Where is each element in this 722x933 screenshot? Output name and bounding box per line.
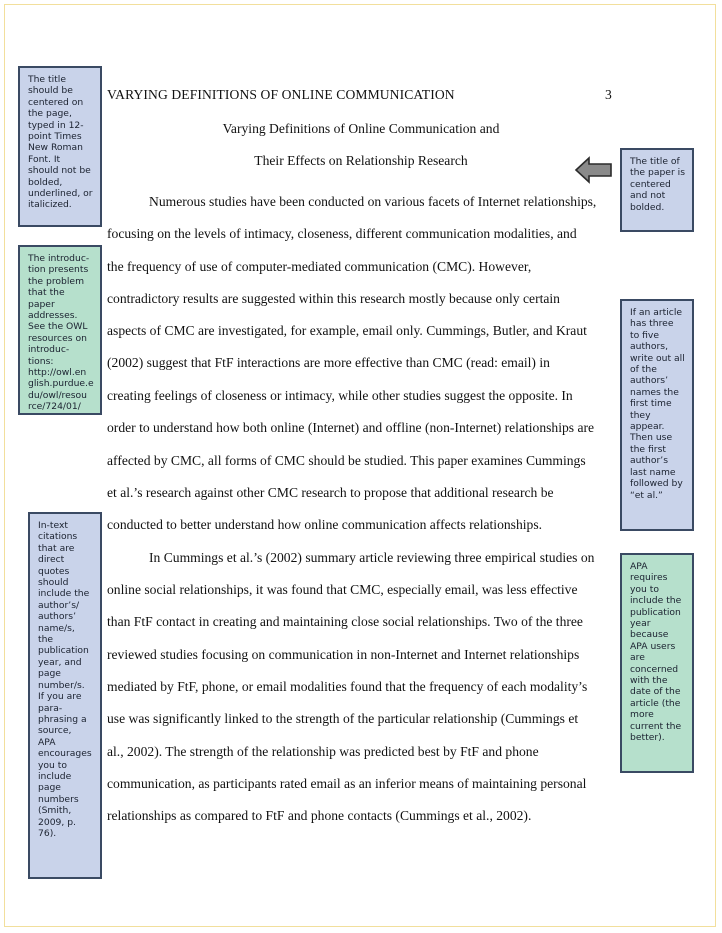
body-line: conducted to better understand how online communication affects relationships. xyxy=(107,517,543,532)
paper-title-line-1: Varying Definitions of Online Communication and xyxy=(222,121,500,136)
page-number: 3 xyxy=(605,87,612,102)
note-title-centered: The title of the paper is centered and not bolded. xyxy=(620,148,694,232)
body-line: affected by CMC, all forms of CMC should be studied. This paper examines Cummings xyxy=(107,453,586,468)
paper-title-line-2: Their Effects on Relationship Research xyxy=(254,153,468,168)
body-line: the frequency of use of computer-mediated communication (CMC). However, xyxy=(107,259,532,274)
body-line: creating feelings of closeness or intimacy, while other studies suggest the opposite. In xyxy=(107,388,573,403)
note-introduction: The introduc- tion presents the problem that the paper addresses. See the OWL resources on introduc- tions: http://owl.en glish.purdue.e du/owl/resou rce/724/01/ xyxy=(18,245,102,415)
body-line: use was significantly linked to the strength of the particular relationship (Cummings et xyxy=(107,711,579,726)
body-line: (2002) suggest that FtF interactions are more effective than CMC (read: email) in xyxy=(107,355,550,370)
body-line: reviewed studies focusing on communication in non-Internet and Internet relationships xyxy=(107,647,580,662)
note-et-al: If an article has three to five authors, write out all of the authors’ names the first time they appear. Then use the first author’s last name followed by “et al.” xyxy=(620,299,694,531)
body-line: order to understand how both online (Internet) and offline (non-Internet) relationships are xyxy=(107,420,595,435)
body-line: contradictory results are suggested within this research mostly because only certain xyxy=(107,291,560,306)
body-line: focusing on the levels of intimacy, closeness, different communication modalities, and xyxy=(107,226,577,241)
body-line: relationships as compared to FtF and phone contacts (Cummings et al., 2002). xyxy=(107,808,532,823)
note-in-text-citations: In-text citations that are direct quotes should include the author’s/ authors’ name/s, the publication year, and page number/s. If you are para- phrasing a source, APA encourages you to include page numbers (Smith, 2009, p. 76). xyxy=(28,512,102,879)
body-line: mediated by FtF, phone, or email modalities found that the frequency of each modality’s xyxy=(107,679,588,694)
note-title-format: The title should be centered on the page, typed in 12- point Times New Roman Font. It should not be bolded, underlined, or italicized. xyxy=(18,66,102,227)
body-line: online social relationships, it was found that CMC, especially email, was less effective xyxy=(107,582,578,597)
body-line: than FtF contact in creating and maintaining close social relationships. Two of the three xyxy=(107,614,583,629)
body-line: al., 2002). The strength of the relationship was predicted best by FtF and phone xyxy=(107,744,539,759)
body-line: In Cummings et al.’s (2002) summary article reviewing three empirical studies on xyxy=(149,550,595,565)
body-line: aspects of CMC are investigated, for example, email only. Cummings, Butler, and Kraut xyxy=(107,323,587,338)
running-head: VARYING DEFINITIONS OF ONLINE COMMUNICATION xyxy=(107,87,455,102)
body-line: communication, as participants rated email as an inferior means of maintaining personal xyxy=(107,776,587,791)
body-line: et al.’s research against other CMC research to propose that additional research be xyxy=(107,485,554,500)
note-publication-year: APA requires you to include the publication year because APA users are concerned with the date of the article (the more current the better). xyxy=(620,553,694,773)
body-line: Numerous studies have been conducted on various facets of Internet relationships, xyxy=(149,194,597,209)
